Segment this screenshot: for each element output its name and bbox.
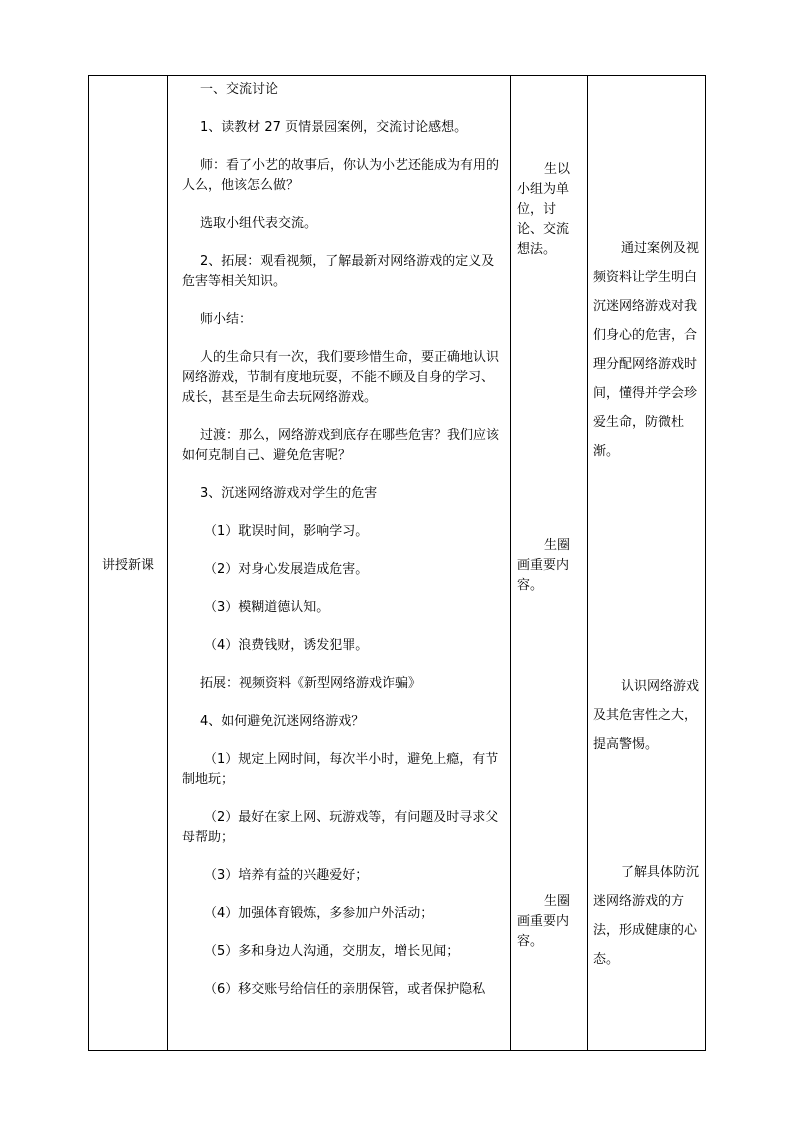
- column-divider: [167, 75, 168, 1051]
- content-paragraph: 4、如何避免沉迷网络游戏？: [200, 714, 365, 729]
- student-activity-text: 生以小组为单位，讨论、交流想法。: [517, 162, 571, 257]
- student-activity: [517, 160, 581, 260]
- content-paragraph: （2）对身心发展造成危害。: [204, 562, 369, 577]
- student-activity-text: 生圈画重要内容。: [517, 538, 571, 593]
- content-paragraph: （4）加强体育锻炼，多参加户外活动；: [204, 906, 434, 921]
- design-intent: [593, 234, 703, 466]
- column-divider: [587, 75, 588, 1051]
- content-paragraph: 一、交流讨论: [200, 82, 279, 97]
- design-intent: [593, 858, 703, 974]
- content-paragraph: 选取小组代表交流。: [200, 216, 318, 231]
- design-intent-text: 通过案例及视频资料让学生明白沉迷网络游戏对我们身心的危害，合理分配网络游戏时间，懂得并学会珍爱生命，防微杜渐。: [593, 241, 700, 459]
- content-paragraph: 拓展：视频资料《新型网络游戏诈骗》: [200, 676, 422, 691]
- content-paragraph: 2、拓展：观看视频，了解最新对网络游戏的定义及危害等相关知识。: [182, 254, 495, 289]
- content-paragraph: （5）多和身边人沟通，交朋友，增长见闻；: [204, 944, 460, 959]
- content-paragraph: （1）耽误时间，影响学习。: [204, 524, 369, 539]
- content-paragraph: （4）浪费钱财，诱发犯罪。: [204, 638, 369, 653]
- teaching-content-column: [182, 80, 504, 1018]
- design-intent-text: 了解具体防沉迷网络游戏的方法，形成健康的心态。: [593, 865, 700, 967]
- content-paragraph: （2）最好在家上网、玩游戏等，有问题及时寻求父母帮助；: [182, 810, 499, 845]
- design-intent: [593, 672, 703, 759]
- row-label: 讲授新课: [101, 557, 154, 573]
- content-paragraph: （6）移交账号给信任的亲朋保管，或者保护隐私: [204, 982, 486, 997]
- content-paragraph: 1、读教材 27 页情景园案例，交流讨论感想。: [200, 120, 468, 135]
- student-activity-text: 生圈画重要内容。: [517, 894, 571, 949]
- column-divider: [510, 75, 511, 1051]
- content-paragraph: 3、沉迷网络游戏对学生的危害: [200, 486, 378, 501]
- content-paragraph: （1）规定上网时间，每次半小时，避免上瘾，有节制地玩；: [182, 752, 499, 787]
- content-paragraph: （3）培养有益的兴趣爱好；: [204, 868, 369, 883]
- student-activity: [517, 892, 581, 952]
- design-intent-text: 认识网络游戏及其危害性之大，提高警惕。: [593, 679, 700, 752]
- content-paragraph: （3）模糊道德认知。: [204, 600, 330, 615]
- student-activity: [517, 536, 581, 596]
- content-paragraph: 师小结：: [200, 312, 253, 327]
- content-paragraph: 过渡：那么，网络游戏到底存在哪些危害？我们应该如何克制自己、避免危害呢？: [182, 428, 500, 463]
- content-paragraph: 人的生命只有一次，我们要珍惜生命，要正确地认识网络游戏，节制有度地玩耍，不能不顾及自身的学习、成长，甚至是生命去玩网络游戏。: [182, 350, 500, 405]
- content-paragraph: 师：看了小艺的故事后，你认为小艺还能成为有用的人么，他该怎么做？: [182, 158, 500, 193]
